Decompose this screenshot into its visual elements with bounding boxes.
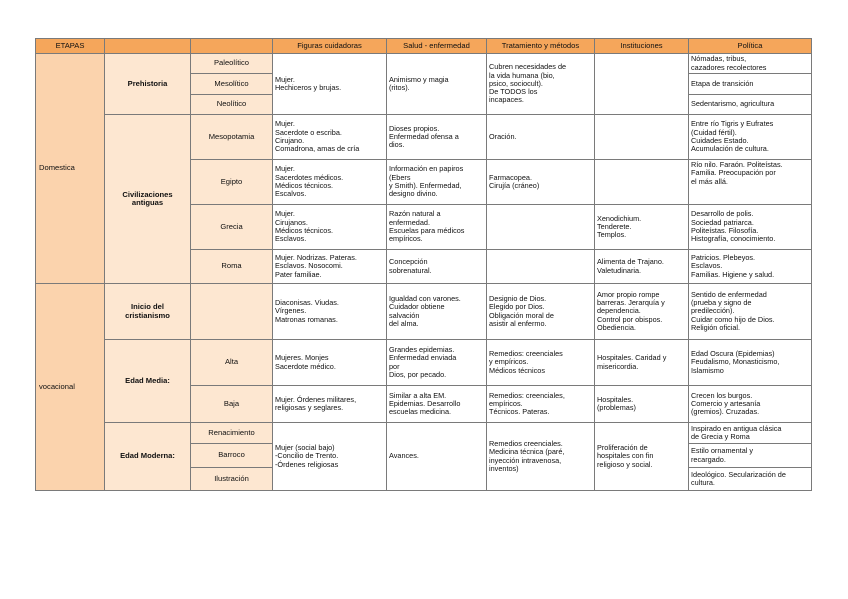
cell-baja-figuras: Mujer. Órdenes militares, religiosas y seglares. [273, 386, 387, 423]
sub-grecia: Grecia [191, 205, 273, 250]
period-edad-media: Edad Media: [105, 340, 191, 423]
cell-politica-barroco: Estilo ornamental y recargado. [689, 444, 812, 468]
cell-politica-ilustracion: Ideológico. Secularización de cultura. [689, 468, 812, 491]
cell-grecia-figuras: Mujer. Cirujanos. Médicos técnicos. Esclavos. [273, 205, 387, 250]
cell-cristianismo-politica: Sentido de enfermedad (prueba y signo de predilección). Cuidar como hijo de Dios. Religión oficial. [689, 284, 812, 340]
cell-prehistoria-instituciones [595, 54, 689, 115]
cell-mesopotamia-figuras: Mujer. Sacerdote o escriba. Cirujano. Comadrona, amas de cría [273, 115, 387, 160]
sub-roma: Roma [191, 250, 273, 284]
cell-alta-politica: Edad Oscura (Epidemias) Feudalismo, Monasticismo, Islamismo [689, 340, 812, 386]
cell-politica-paleolitico: Nómadas, tribus, cazadores recolectores [689, 54, 812, 74]
history-nursing-table [35, 38, 812, 491]
cell-roma-politica: Patricios. Plebeyos. Esclavos. Familias. Higiene y salud. [689, 250, 812, 284]
cell-baja-tratamiento: Remedios: creenciales, empíricos. Técnicos. Pateras. [487, 386, 595, 423]
cell-roma-salud: Concepción sobrenatural. [387, 250, 487, 284]
cell-roma-figuras: Mujer. Nodrizas. Pateras. Esclavos. Nosocomi. Pater familiae. [273, 250, 387, 284]
cell-cristianismo-tratamiento: Designio de Dios. Elegido por Dios. Obligación moral de asistir al enfermo. [487, 284, 595, 340]
header-etapas: ETAPAS [36, 39, 105, 54]
period-cristianismo: Inicio del cristianismo [105, 284, 191, 340]
sub-mesopotamia: Mesopotamia [191, 115, 273, 160]
sub-egipto: Egipto [191, 160, 273, 205]
table-row [36, 423, 812, 444]
sub-ilustracion: Ilustración [191, 468, 273, 491]
cell-roma-instituciones: Alimenta de Trajano. Valetudinaria. [595, 250, 689, 284]
sub-cristianismo-blank [191, 284, 273, 340]
cell-mesopotamia-instituciones [595, 115, 689, 160]
cell-alta-instituciones: Hospitales. Caridad y misericordia. [595, 340, 689, 386]
cell-grecia-tratamiento [487, 205, 595, 250]
cell-moderna-instituciones: Proliferación de hospitales con fin religioso y social. [595, 423, 689, 491]
cell-cristianismo-figuras: Diaconisas. Viudas. Vírgenes. Matronas romanas. [273, 284, 387, 340]
table-row [36, 115, 812, 160]
header-instituciones: Instituciones [595, 39, 689, 54]
cell-mesopotamia-salud: Dioses propios. Enfermedad ofensa a dios. [387, 115, 487, 160]
period-civilizaciones: Civilizaciones antiguas [105, 115, 191, 284]
cell-politica-renacimiento: Inspirado en antigua clásica de Grecia y Roma [689, 423, 812, 444]
header-blank-1 [105, 39, 191, 54]
cell-moderna-salud: Avances. [387, 423, 487, 491]
etapa-vocacional: vocacional [36, 284, 105, 491]
etapa-domestica: Domestica [36, 54, 105, 284]
sub-neolitico: Neolítico [191, 95, 273, 115]
cell-alta-tratamiento: Remedios: creenciales y empíricos. Médicos técnicos [487, 340, 595, 386]
cell-moderna-figuras: Mujer (social bajo) -Concilio de Trento. -Órdenes religiosas [273, 423, 387, 491]
cell-prehistoria-salud: Animismo y magia (ritos). [387, 54, 487, 115]
cell-egipto-tratamiento: Farmacopea. Cirujía (cráneo) [487, 160, 595, 205]
cell-politica-neolitico: Sedentarismo, agricultura [689, 95, 812, 115]
sub-paleolitico: Paleolítico [191, 54, 273, 74]
cell-baja-salud: Similar a alta EM. Epidemias. Desarrollo escuelas medicina. [387, 386, 487, 423]
header-tratamiento: Tratamiento y métodos [487, 39, 595, 54]
sub-mesolitico: Mesolítico [191, 74, 273, 95]
table-row [36, 284, 812, 340]
header-row [36, 39, 812, 54]
header-politica: Política [689, 39, 812, 54]
header-salud: Salud - enfermedad [387, 39, 487, 54]
sub-renacimiento: Renacimiento [191, 423, 273, 444]
cell-baja-instituciones: Hospitales. (problemas) [595, 386, 689, 423]
cell-egipto-salud: Información en papiros (Ebers y Smith). Enfermedad, designo divino. [387, 160, 487, 205]
cell-mesopotamia-politica: Entre río Tigris y Eufrates (Cuidad fértil). Cuidades Estado. Acumulación de cultura. [689, 115, 812, 160]
cell-moderna-tratamiento: Remedios creenciales. Medicina técnica (paré, inyección intravenosa, inventos) [487, 423, 595, 491]
cell-roma-tratamiento [487, 250, 595, 284]
sub-barroco: Barroco [191, 444, 273, 468]
cell-alta-salud: Grandes epidemias. Enfermedad enviada por Dios, por pecado. [387, 340, 487, 386]
cell-egipto-instituciones [595, 160, 689, 205]
cell-cristianismo-instituciones: Amor propio rompe barreras. Jerarquía y dependencia. Control por obispos. Obediencia. [595, 284, 689, 340]
cell-politica-mesolitico: Etapa de transición [689, 74, 812, 95]
cell-grecia-politica: Desarrollo de polis. Sociedad patriarca. Politeístas. Filosofía. Histografía, conocimiento. [689, 205, 812, 250]
header-figuras: Figuras cuidadoras [273, 39, 387, 54]
cell-baja-politica: Crecen los burgos. Comercio y artesanía (gremios). Cruzadas. [689, 386, 812, 423]
cell-grecia-salud: Razón natural a enfermedad. Escuelas para médicos empíricos. [387, 205, 487, 250]
table-row [36, 54, 812, 74]
cell-alta-figuras: Mujeres. Monjes Sacerdote médico. [273, 340, 387, 386]
cell-egipto-politica: Río nilo. Faraón. Politeístas. Familia. Preocupación por el más allá. [689, 160, 812, 205]
table-row [36, 340, 812, 386]
sub-baja: Baja [191, 386, 273, 423]
sub-alta: Alta [191, 340, 273, 386]
period-prehistoria: Prehistoria [105, 54, 191, 115]
cell-egipto-figuras: Mujer. Sacerdotes médicos. Médicos técnicos. Escalvos. [273, 160, 387, 205]
cell-prehistoria-tratamiento: Cubren necesidades de la vida humana (bio, psico, sociocult). De TODOS los incapaces. [487, 54, 595, 115]
cell-cristianismo-salud: Igualdad con varones. Cuidador obtiene salvación del alma. [387, 284, 487, 340]
cell-grecia-instituciones: Xenodichium. Tenderete. Templos. [595, 205, 689, 250]
period-edad-moderna: Edad Moderna: [105, 423, 191, 491]
cell-prehistoria-figuras: Mujer. Hechiceros y brujas. [273, 54, 387, 115]
cell-mesopotamia-tratamiento: Oración. [487, 115, 595, 160]
header-blank-2 [191, 39, 273, 54]
